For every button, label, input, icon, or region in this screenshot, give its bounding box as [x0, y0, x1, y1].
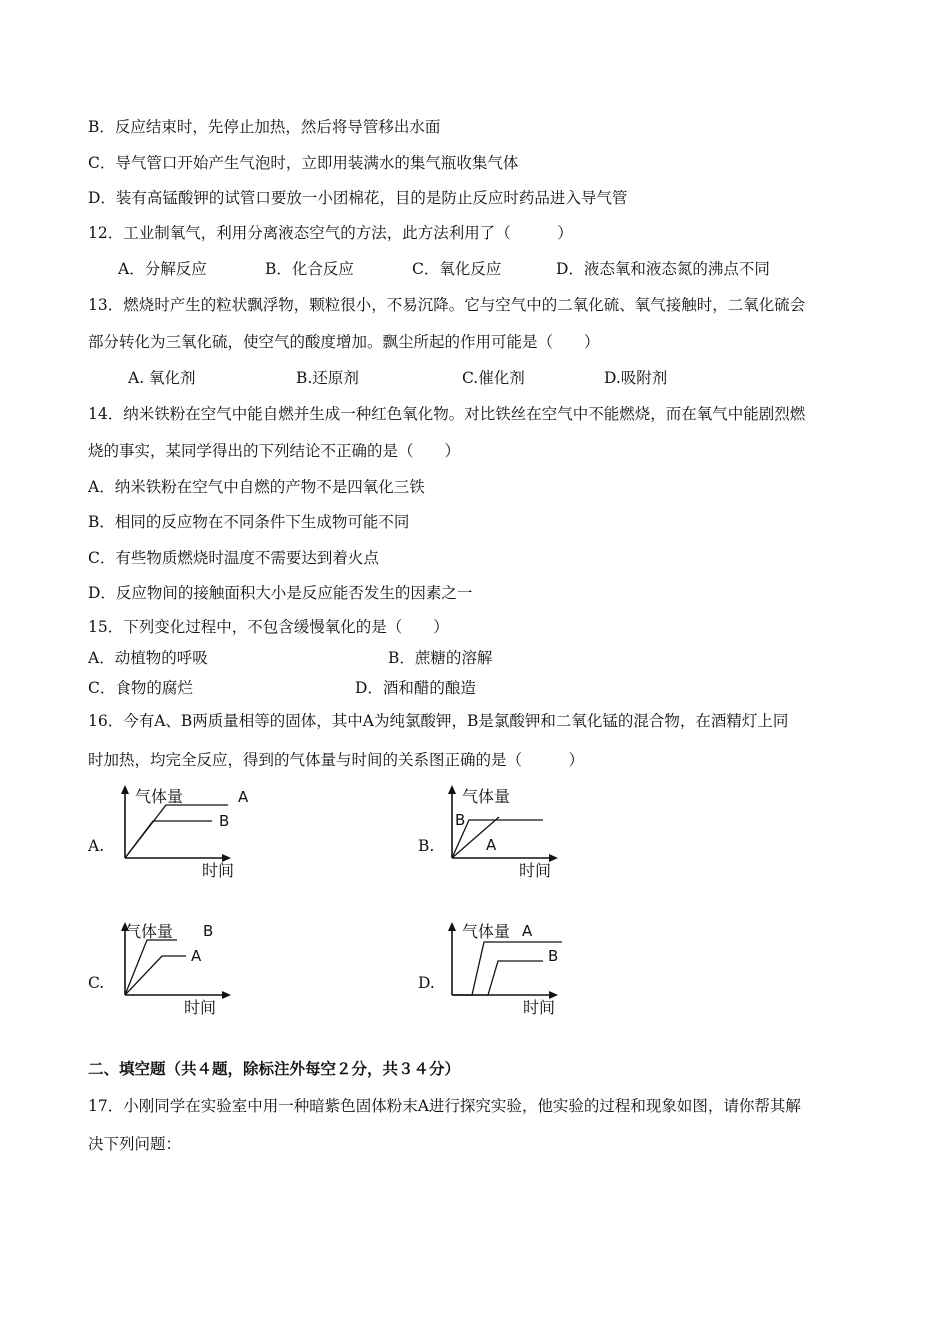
q14-option-a: A．纳米铁粉在空气中自燃的产物不是四氧化三铁 [88, 478, 425, 496]
y-axis-label: 气体量 [462, 787, 511, 806]
graph-c [110, 920, 250, 1020]
q12-option-c: C．氧化反应 [412, 260, 502, 278]
q17-stem-line2: 决下列问题： [88, 1135, 182, 1153]
curve-b [452, 961, 543, 995]
curve-a [125, 956, 186, 995]
graph-c-label: C. [88, 974, 105, 992]
q15-option-b: B．蔗糖的溶解 [388, 649, 493, 667]
graph-a [110, 783, 250, 883]
q13-option-a: A. 氧化剂 [128, 369, 196, 387]
section-heading: 二、填空题（共４题，除标注外每空２分，共３４分） [88, 1059, 461, 1078]
q11-option-c: C．导气管口开始产生气泡时，立即用装满水的集气瓶收集气体 [88, 154, 519, 172]
q13-option-c: C.催化剂 [462, 369, 525, 387]
y-axis-label: 气体量 [125, 922, 174, 941]
q13-stem-line2: 部分转化为三氧化硫，使空气的酸度增加。飘尘所起的作用可能是（ ） [88, 333, 600, 351]
q14-stem-line2: 烧的事实，某同学得出的下列结论不正确的是（ ） [88, 442, 461, 460]
graph-a-label: A. [88, 837, 105, 855]
y-axis-arrow-icon [448, 785, 456, 794]
q14-stem-line1: 14．纳米铁粉在空气中能自燃并生成一种红色氧化物。对比铁丝在空气中不能燃烧，而在氧气中能剧烈燃 [88, 405, 806, 423]
y-axis-label: 气体量 [135, 787, 184, 806]
series-a-label: A [191, 947, 202, 965]
series-b-label: B [455, 811, 466, 829]
q13-stem-line1: 13．燃烧时产生的粒状飘浮物，颗粒很小，不易沉降。它与空气中的二氧化硫、氧气接触时，二氧化硫会 [88, 296, 806, 314]
q12-option-b: B．化合反应 [265, 260, 354, 278]
y-axis-arrow-icon [448, 922, 456, 931]
q15-option-c: C．食物的腐烂 [88, 679, 193, 697]
graph-b [437, 783, 577, 883]
q12-option-a: A．分解反应 [118, 260, 207, 278]
series-a-label: A [238, 788, 249, 806]
x-axis-label: 时间 [184, 998, 217, 1017]
x-axis-label: 时间 [202, 861, 235, 880]
series-b-label: B [219, 812, 230, 830]
q14-option-d: D．反应物间的接触面积大小是反应能否发生的因素之一 [88, 584, 473, 602]
graph-d-label: D. [418, 974, 435, 992]
curve-a [452, 942, 562, 995]
series-a-label: A [522, 922, 533, 940]
q16-stem-line1: 16．今有A、B两质量相等的固体，其中A为纯氯酸钾，B是氯酸钾和二氧化锰的混合物，在酒精灯上同 [88, 712, 789, 730]
q11-option-d: D．装有高锰酸钾的试管口要放一小团棉花，目的是防止反应时药品进入导气管 [88, 189, 628, 207]
graph-d [437, 920, 577, 1020]
q11-option-b: B．反应结束时，先停止加热，然后将导管移出水面 [88, 118, 441, 136]
graph-b-label: B. [418, 837, 435, 855]
q14-option-c: C．有些物质燃烧时温度不需要达到着火点 [88, 549, 379, 567]
series-a-label: A [486, 836, 497, 854]
q14-option-b: B．相同的反应物在不同条件下生成物可能不同 [88, 513, 410, 531]
series-b-label: B [203, 922, 214, 940]
q15-option-d: D．酒和醋的酿造 [355, 679, 476, 697]
q15-option-a: A．动植物的呼吸 [88, 649, 208, 667]
x-axis-label: 时间 [523, 998, 556, 1017]
q12-stem: 12．工业制氧气，利用分离液态空气的方法，此方法利用了（ ） [88, 224, 573, 242]
q13-option-d: D.吸附剂 [604, 369, 668, 387]
series-b-label: B [548, 947, 559, 965]
x-axis-arrow-icon [222, 991, 231, 999]
curve-b [452, 820, 543, 858]
q16-stem-line2: 时加热，均完全反应，得到的气体量与时间的关系图正确的是（ ） [88, 751, 585, 769]
curve-b [125, 821, 212, 858]
x-axis-label: 时间 [519, 861, 552, 880]
q13-option-b: B.还原剂 [296, 369, 359, 387]
y-axis-arrow-icon [121, 785, 129, 794]
curve-a [125, 805, 228, 858]
q15-stem: 15．下列变化过程中，不包含缓慢氧化的是（ ） [88, 618, 449, 636]
q12-option-d: D．液态氧和液态氮的沸点不同 [556, 260, 770, 278]
y-axis-label: 气体量 [462, 922, 511, 941]
q17-stem-line1: 17．小刚同学在实验室中用一种暗紫色固体粉末A进行探究实验，他实验的过程和现象如图，请你帮其解 [88, 1097, 801, 1115]
